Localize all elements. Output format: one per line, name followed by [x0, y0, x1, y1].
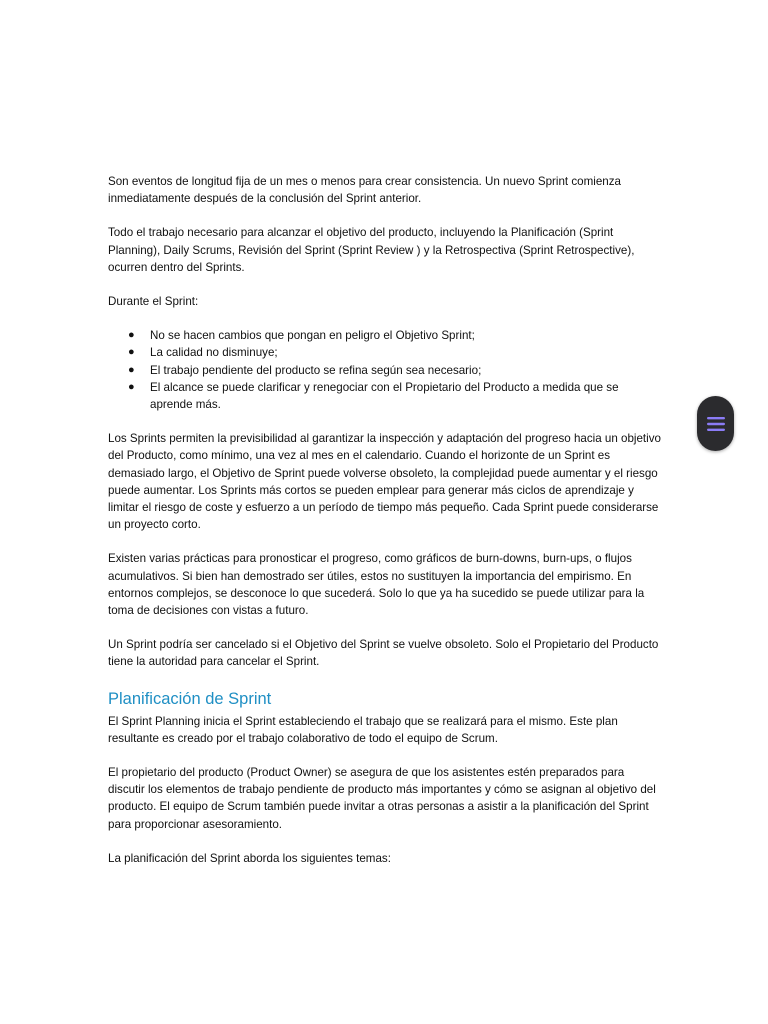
bullet-icon: ●	[128, 329, 135, 342]
paragraph-sprint-planning-intro: El Sprint Planning inicia el Sprint estableciendo el trabajo que se realizará para el mismo. Este plan resultante es creado por el trabajo colaborativo de todo el equipo de Scrum.	[108, 714, 618, 745]
menu-icon	[707, 416, 725, 432]
list-item-text: El trabajo pendiente del producto se refina según sea necesario;	[150, 363, 482, 377]
list-item	[108, 327, 663, 344]
section-heading-sprint-planning: Planificación de Sprint	[108, 689, 272, 708]
paragraph-sprint-events: Todo el trabajo necesario para alcanzar el objetivo del producto, incluyendo la Planificación (Sprint Planning), Daily Scrums, Revisión del Sprint (Sprint Review ) y la Retrospectiva (Sprint Retrospective), ocurren dentro del Sprints.	[108, 226, 635, 274]
paragraph-forecasting: Existen varias prácticas para pronosticar el progreso, como gráficos de burn-downs, burn-ups, o flujos acumulativos. Si bien han demostrado ser útiles, estos no sustituyen la importancia del empirismo. En entornos complejos, se desconoce lo que sucederá. Solo lo que ya ha sucedido se puede utilizar para la toma de decisiones con vistas a futuro.	[108, 552, 645, 618]
paragraph-predictability: Los Sprints permiten la previsibilidad al garantizar la inspección y adaptación del progreso hacia un objetivo del Producto, como mínimo, una vez al mes en el calendario. Cuando el horizonte de un Sprint es demasiado largo, el Objetivo de Sprint puede volverse obsoleto, la complejidad puede aumentar y el riesgo puede aumentar. Los Sprints más cortos se pueden emplear para generar más ciclos de aprendizaje y limitar el riesgo de coste y esfuerzo a un período de tiempo más pequeño. Cada Sprint puede considerarse un proyecto corto.	[108, 432, 661, 532]
list-item	[108, 344, 663, 361]
bullet-icon: ●	[128, 363, 135, 376]
during-sprint-list	[108, 327, 663, 413]
list-item-text: La calidad no disminuye;	[150, 346, 278, 360]
list-item	[108, 379, 663, 413]
list-item-text: El alcance se puede clarificar y renegociar con el Propietario del Producto a medida que se aprende más.	[150, 380, 619, 412]
list-item	[108, 362, 663, 379]
paragraph-cancellation: Un Sprint podría ser cancelado si el Objetivo del Sprint se vuelve obsoleto. Solo el Propietario del Producto tiene la autoridad para cancelar el Sprint.	[108, 638, 659, 669]
paragraph-planning-topics: La planificación del Sprint aborda los siguientes temas:	[108, 851, 391, 865]
paragraph-product-owner: El propietario del producto (Product Owner) se asegura de que los asistentes estén preparados para discutir los elementos de trabajo pendiente de producto más importantes y cómo se asignan al objetivo del producto. El equipo de Scrum también puede invitar a otras personas a asistir a la planificación del Sprint para proporcionar asesoramiento.	[108, 766, 656, 831]
menu-button[interactable]	[697, 396, 734, 451]
paragraph-sprint-definition: Son eventos de longitud fija de un mes o menos para crear consistencia. Un nuevo Sprint comienza inmediatamente después de la conclusión del Sprint anterior.	[108, 175, 621, 206]
document-body	[108, 173, 663, 884]
bullet-icon: ●	[128, 346, 135, 359]
bullet-icon: ●	[128, 380, 135, 393]
paragraph-during-sprint: Durante el Sprint:	[108, 295, 199, 309]
list-item-text: No se hacen cambios que pongan en peligro el Objetivo Sprint;	[150, 329, 475, 343]
